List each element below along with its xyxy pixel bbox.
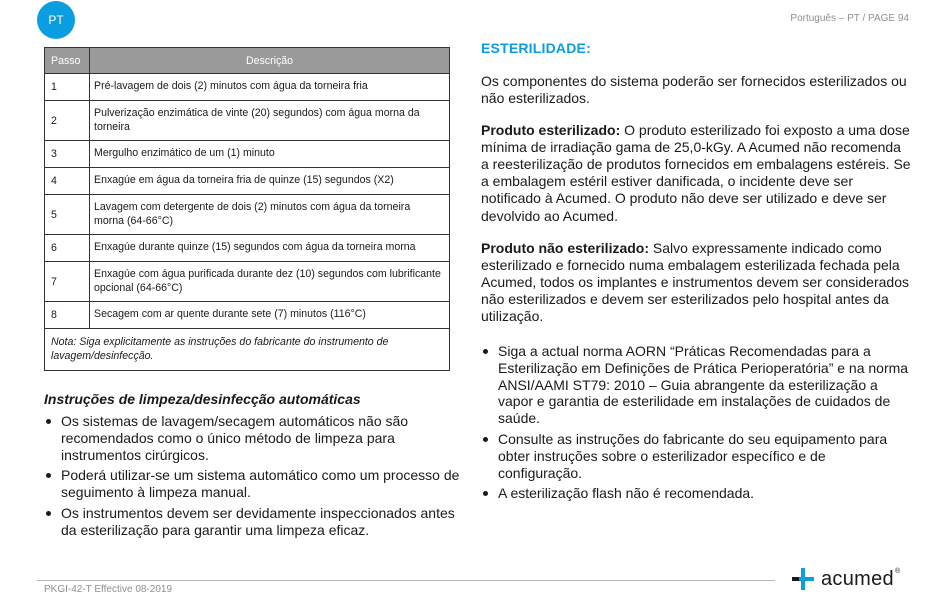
- table-note: Nota: Siga explicitamente as instruções do fabricante do instrumento de lavagem/desinfecção.: [45, 329, 450, 371]
- sterility-section: [481, 40, 911, 506]
- sterile-product-text: O produto esterilizado foi exposto a uma dose mínima de irradiação gama de 25,0-kGy. A Acumed não recomenda a reesterilização de produtos fornecidos em embalagens estéreis. Se a embalagem estéril estiver danificada, o incidente deve ser notificado à Acumed. O produto não deve ser utilizado e deve ser devolvido ao Acumed.: [481, 122, 911, 224]
- step-number: 6: [45, 235, 90, 262]
- table-row: [45, 168, 450, 195]
- step-number: 1: [45, 74, 90, 101]
- table-row: [45, 262, 450, 302]
- column-header-step: Passo: [45, 48, 90, 74]
- automatic-cleaning-list: [44, 413, 464, 543]
- table-row: [45, 302, 450, 329]
- table-row: [45, 195, 450, 235]
- page-label: Português – PT / PAGE 94: [790, 13, 909, 24]
- list-item: Poderá utilizar-se um sistema automático como um processo de seguimento à limpeza manual.: [44, 467, 464, 501]
- sterility-heading: ESTERILIDADE:: [481, 40, 591, 56]
- step-description: Pré-lavagem de dois (2) minutos com água da torneira fria: [90, 74, 450, 101]
- list-item: Os instrumentos devem ser devidamente inspeccionados antes da esterilização para garantir uma limpeza eficaz.: [44, 505, 464, 539]
- step-number: 3: [45, 141, 90, 168]
- acumed-cross-icon: [792, 568, 814, 590]
- table-row: [45, 101, 450, 141]
- cleaning-steps-table: [44, 47, 450, 371]
- automatic-cleaning-heading: Instruções de limpeza/desinfecção automáticas: [44, 391, 361, 407]
- step-number: 7: [45, 262, 90, 302]
- step-description: Mergulho enzimático de um (1) minuto: [90, 141, 450, 168]
- list-item: Siga a actual norma AORN “Práticas Recomendadas para a Esterilização em Definições de Prática Perioperatória” e na norma ANSI/AAMI ST79: 2010 – Guia abrangente da esterilização a vapor e garantia de esterilidade em instalações de cuidados de saúde.: [481, 343, 911, 427]
- step-description: Secagem com ar quente durante sete (7) minutos (116°C): [90, 302, 450, 329]
- step-description: Enxagúe em água da torneira fria de quinze (15) segundos (X2): [90, 168, 450, 195]
- step-number: 5: [45, 195, 90, 235]
- language-badge: PT: [37, 1, 75, 39]
- logo-text: acumed®: [821, 567, 901, 590]
- step-description: Enxagúe durante quinze (15) segundos com água da torneira morna: [90, 235, 450, 262]
- nonsterile-product-label: Produto não esterilizado:: [481, 239, 650, 256]
- sterility-list: [481, 343, 911, 502]
- footer-divider: [37, 580, 775, 581]
- step-number: 4: [45, 168, 90, 195]
- sterile-product-label: Produto esterilizado:: [481, 122, 621, 139]
- step-description: Pulverização enzimática de vinte (20) segundos) com água morna da torneira: [90, 101, 450, 141]
- table-header-row: [45, 48, 450, 74]
- nonsterile-product-paragraph: [481, 240, 911, 325]
- step-description: Lavagem com detergente de dois (2) minutos com água da torneira morna (64-66°C): [90, 195, 450, 235]
- acumed-logo: [792, 566, 900, 592]
- list-item: Os sistemas de lavagem/secagem automáticos não são recomendados como o único método de limpeza para instrumentos cirúrgicos.: [44, 413, 464, 463]
- table-row: [45, 74, 450, 101]
- table-row: [45, 235, 450, 262]
- sterility-intro: Os componentes do sistema poderão ser fornecidos esterilizados ou não esterilizados.: [481, 73, 907, 107]
- table-row: [45, 141, 450, 168]
- step-description: Enxagúe com água purificada durante dez (10) segundos com lubrificante opcional (64-66°C): [90, 262, 450, 302]
- step-number: 2: [45, 101, 90, 141]
- table-note-row: [45, 329, 450, 371]
- sterile-product-paragraph: [481, 122, 911, 224]
- column-header-description: Descrição: [90, 48, 450, 74]
- document-code: PKGI-42-T Effective 08-2019: [44, 584, 173, 595]
- list-item: Consulte as instruções do fabricante do seu equipamento para obter instruções sobre o esterilizador específico e de configuração.: [481, 431, 911, 481]
- nonsterile-product-text: Salvo expressamente indicado como esterilizado e fornecido numa embalagem esterilizada fechada pela Acumed, todos os implantes e instrumentos devem ser considerados não esterilizados e devem ser esterilizados pelo hospital antes da utilização.: [481, 239, 909, 324]
- step-number: 8: [45, 302, 90, 329]
- list-item: A esterilização flash não é recomendada.: [481, 485, 911, 502]
